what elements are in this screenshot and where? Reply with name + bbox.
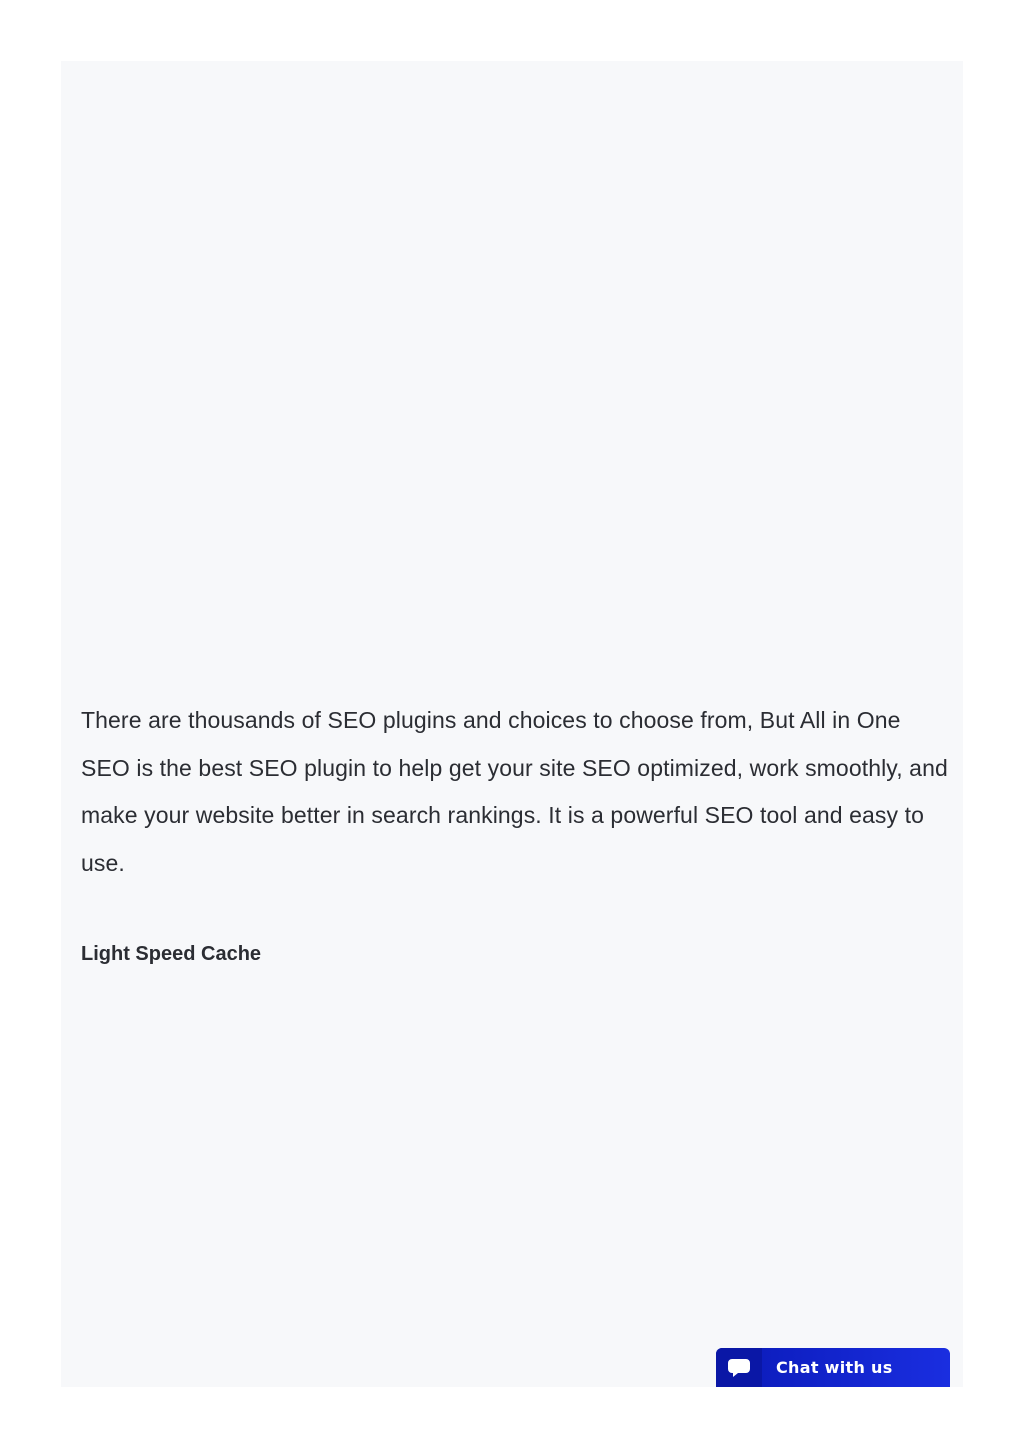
image-placeholder: [61, 61, 963, 691]
section-heading: Light Speed Cache: [81, 943, 262, 965]
chat-button-label: Chat with us: [776, 1358, 893, 1377]
chat-bubble-icon: [716, 1348, 762, 1387]
article-paragraph: There are thousands of SEO plugins and choices to choose from, But All in One SEO is the best SEO plugin to help get your site SEO optimized, work smoothly, and make your website better in search rankings. It is a powerful SEO tool and easy to use.: [81, 707, 948, 876]
article-card: [61, 61, 963, 1387]
chat-button[interactable]: [716, 1348, 950, 1387]
